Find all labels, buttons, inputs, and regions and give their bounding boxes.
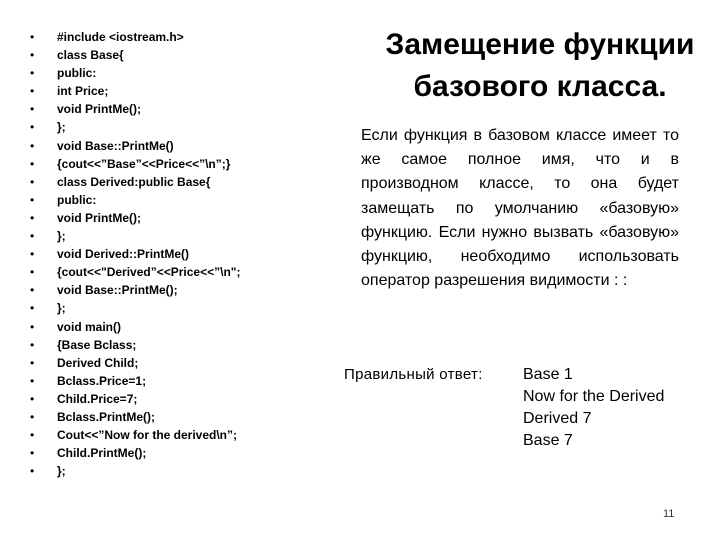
- slide-title-line: базового класса.: [413, 70, 667, 103]
- code-line: • Bclass.Price=1;: [28, 372, 348, 390]
- code-line: • Bclass.PrintMe();: [28, 408, 348, 426]
- code-line: • };: [28, 118, 348, 136]
- code-line: • Child.PrintMe();: [28, 444, 348, 462]
- answer-label: Правильный ответ:: [344, 366, 483, 383]
- code-line: • class Derived:public Base{: [28, 173, 348, 191]
- code-line: • int Price;: [28, 82, 348, 100]
- answer-line: Now for the Derived: [523, 388, 665, 405]
- code-line: • void Base::PrintMe();: [28, 281, 348, 299]
- code-line: • {cout<<”Base”<<Price<<”\n”;}: [28, 155, 348, 173]
- code-line: • public:: [28, 64, 348, 82]
- page-number: 11: [663, 508, 675, 520]
- slide-title: [360, 24, 720, 108]
- code-line: • class Base{: [28, 46, 348, 64]
- slide-title-line: Замещение функции: [385, 28, 695, 61]
- code-line: • };: [28, 462, 348, 480]
- answer-output: [523, 364, 664, 452]
- code-line: • public:: [28, 191, 348, 209]
- answer-line: Base 1: [523, 366, 573, 383]
- code-line: • Derived Child;: [28, 354, 348, 372]
- code-line: • {cout<<"Derived”<<Price<<”\n";: [28, 263, 348, 281]
- code-line: • void Derived::PrintMe(): [28, 245, 348, 263]
- code-listing: [28, 28, 348, 480]
- answer-line: Base 7: [523, 432, 573, 449]
- code-line: • void PrintMe();: [28, 100, 348, 118]
- code-line: • {Base Bclass;: [28, 336, 348, 354]
- answer-line: Derived 7: [523, 410, 592, 427]
- code-line: • void main(): [28, 318, 348, 336]
- code-line: • };: [28, 227, 348, 245]
- explanation-paragraph: Если функция в базовом классе имеет то же самое полное имя, что и в производном классе, то она будет замещать по умолчанию «базовую» функцию. Если нужно вызвать «базовую» функцию, необходимо использовать оператор разрешения видимости : :: [361, 127, 679, 290]
- code-line: • void PrintMe();: [28, 209, 348, 227]
- code-line: • #include <iostream.h>: [28, 28, 348, 46]
- code-line: • Cout<<”Now for the derived\n”;: [28, 426, 348, 444]
- code-line: • };: [28, 299, 348, 317]
- code-line: • Child.Price=7;: [28, 390, 348, 408]
- code-line: • void Base::PrintMe(): [28, 137, 348, 155]
